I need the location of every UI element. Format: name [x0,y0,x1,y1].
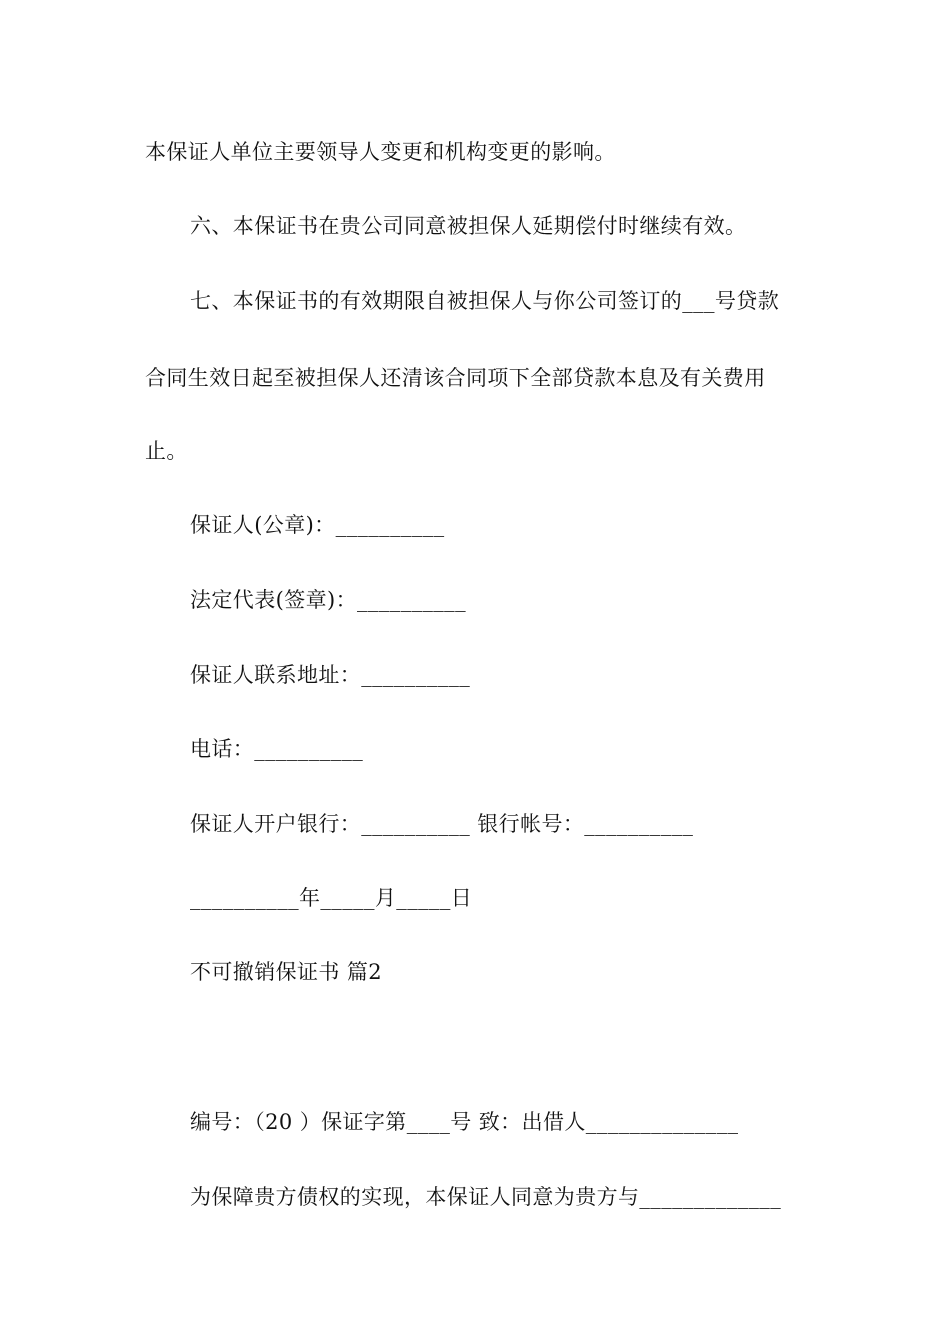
phone-field: 电话：__________ [190,737,364,761]
section-heading: 不可撤销保证书 篇2 [190,960,383,984]
clause-six: 六、本保证书在贵公司同意被担保人延期偿付时继续有效。 [190,214,747,238]
reference-number-line: 编号：（20 ）保证字第____号 致：出借人______________ [190,1110,739,1134]
guarantee-intro-line: 为保障贵方债权的实现，本保证人同意为贵方与_____________ [190,1185,782,1209]
guarantor-seal-field: 保证人(公章)：__________ [190,513,445,537]
clause-seven-line-3: 止。 [145,439,188,463]
date-field: __________年_____月_____日 [190,886,473,910]
legal-representative-field: 法定代表(签章)：__________ [190,588,466,612]
paragraph-continuation: 本保证人单位主要领导人变更和机构变更的影响。 [145,140,616,164]
guarantor-address-field: 保证人联系地址：__________ [190,663,471,687]
clause-seven-line-2: 合同生效日起至被担保人还清该合同项下全部贷款本息及有关费用 [145,366,766,390]
bank-account-field: 保证人开户银行：__________ 银行帐号：__________ [190,812,694,836]
clause-seven-line-1: 七、本保证书的有效期限自被担保人与你公司签订的___号贷款 [190,289,780,313]
